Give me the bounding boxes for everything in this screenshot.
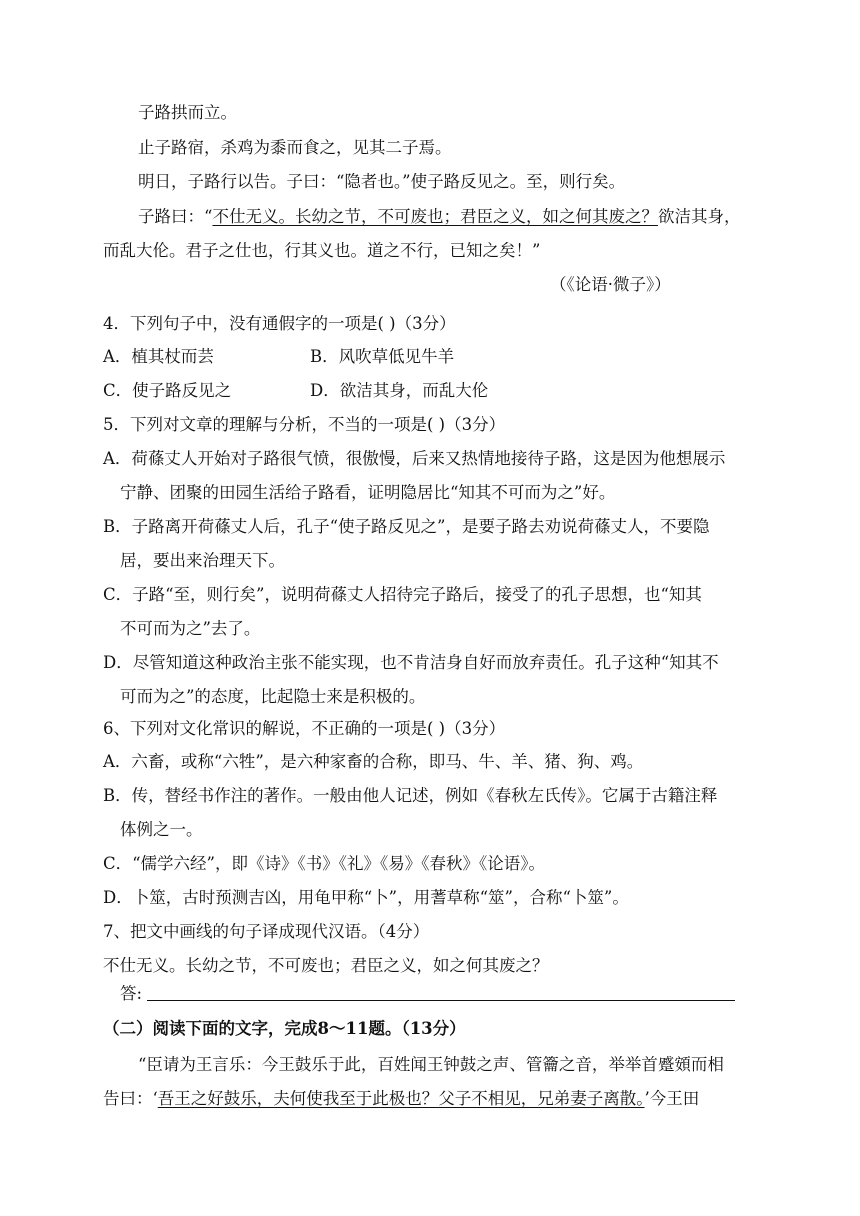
passage-line-1: 子路拱而立。 xyxy=(138,103,237,122)
question-5-stem: 5．下列对文章的理解与分析，不当的一项是( )（3分） xyxy=(103,415,506,434)
question-6-option-b-line-1: B．传，替经书作注的著作。一般由他人记述，例如《春秋左氏传》。它属于古籍注释 xyxy=(103,786,718,805)
answer-label: 答: xyxy=(120,984,143,1003)
question-5-option-d-line-1: D．尽管知道这种政治主张不能实现，也不肯洁身自好而放弃责任。孔子这种“知其不 xyxy=(103,653,719,672)
question-5-option-c-line-1: C．子路“至，则行矣”，说明荷蓧丈人招待完子路后，接受了的孔子思想，也“知其 xyxy=(103,585,702,604)
answer-line[interactable] xyxy=(147,1000,735,1001)
question-6-stem: 6、下列对文化常识的解说，不正确的一项是( )（3分） xyxy=(103,719,506,738)
passage-line-3: 明日，子路行以告。子曰：“隐者也。”使子路反见之。至，则行矣。 xyxy=(138,172,626,191)
question-5-option-d-line-2: 可而为之”的态度，比起隐士来是积极的。 xyxy=(120,687,426,706)
question-5-option-c-line-2: 不可而为之”去了。 xyxy=(120,619,261,638)
question-4-stem: 4．下列句子中，没有通假字的一项是( )（3分） xyxy=(103,314,456,333)
question-4-option-d: D．欲洁其身，而乱大伦 xyxy=(310,381,489,400)
question-5-option-b-line-1: B．子路离开荷蓧丈人后，孔子“使子路反见之”，是要子路去劝说荷蓧丈人，不要隐 xyxy=(103,517,710,536)
section-2-underlined-sentence: 吾王之好鼓乐，夫何使我至于此极也？父子不相见，兄弟妻子离散。 xyxy=(157,1089,645,1108)
section-2-line-2 xyxy=(103,1088,699,1110)
question-5-option-a-line-1: A．荷蓧丈人开始对子路很气愤，很傲慢，后来又热情地接待子路，这是因为他想展示 xyxy=(103,449,726,468)
question-6-option-a: A．六畜，或称“六牲”，是六种家畜的合称，即马、牛、羊、猪、狗、鸡。 xyxy=(103,752,644,771)
passage-source: （《论语·微子》） xyxy=(550,275,671,294)
question-5-option-a-line-2: 宁静、团聚的田园生活给子路看，证明隐居比“知其不可而为之”好。 xyxy=(120,483,616,502)
passage-line-5: 而乱大伦。君子之仕也，行其义也。道之不行，已知之矣！” xyxy=(103,241,541,260)
passage-line-4-post: 欲洁其身， xyxy=(657,207,741,226)
question-7-sentence: 不仕无义。长幼之节，不可废也；君臣之义，如之何其废之？ xyxy=(103,956,549,975)
passage-line-2: 止子路宿，杀鸡为黍而食之，见其二子焉。 xyxy=(138,138,452,157)
question-5-option-b-line-2: 居，要出来治理天下。 xyxy=(120,551,285,570)
section-2-line-1: “臣请为王言乐：今王鼓乐于此，百姓闻王钟鼓之声、管籥之音，举举首蹙頞而相 xyxy=(138,1055,724,1074)
passage-line-4 xyxy=(138,206,740,228)
question-7-stem: 7、把文中画线的句子译成现代汉语。（4分） xyxy=(103,922,430,941)
question-6-option-c: C．“儒学六经”，即《诗》《书》《礼》《易》《春秋》《论语》。 xyxy=(103,854,545,873)
question-4-option-b: B．风吹草低见牛羊 xyxy=(310,347,455,366)
section-2-heading: （二）阅读下面的文字，完成8～11题。（13分） xyxy=(103,1019,466,1038)
passage-line-4-pre: 子路曰：“ xyxy=(138,207,213,226)
underlined-sentence: 不仕无义。长幼之节，不可废也；君臣之义，如之何其废之？ xyxy=(212,207,658,226)
question-6-option-d: D．卜筮，古时预测吉凶，用龟甲称“卜”，用蓍草称“筮”，合称“卜筮”。 xyxy=(103,888,629,907)
question-4-option-c: C．使子路反见之 xyxy=(103,381,232,400)
section-2-line-2-pre: 告曰：‘ xyxy=(103,1089,158,1108)
question-4-option-a: A．植其杖而芸 xyxy=(103,347,214,366)
question-6-option-b-line-2: 体例之一。 xyxy=(120,820,203,839)
section-2-line-2-post: ’今王田 xyxy=(644,1089,700,1108)
